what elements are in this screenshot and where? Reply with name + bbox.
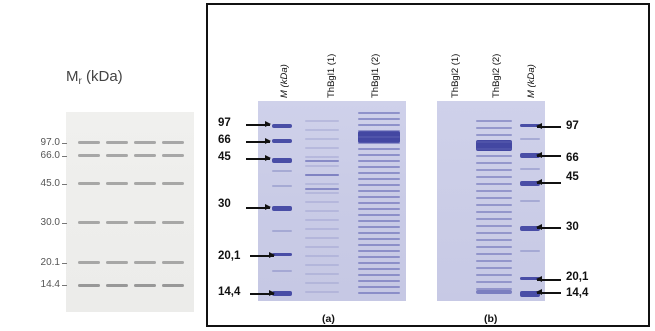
gel-b-lane2-band [476, 239, 512, 241]
arrow-a-14 [250, 293, 274, 295]
gel-a-lane2-band [358, 196, 400, 198]
gel-b-marker-faint-band [520, 138, 540, 140]
gel-a-lane1-band [305, 120, 339, 122]
gel-b-lane2-band [476, 197, 512, 199]
gel-a-lane1-band [305, 156, 339, 158]
left-gel-band [134, 154, 156, 157]
gel-a-marker-band [272, 206, 292, 211]
gel-b-marker-faint-band [520, 200, 540, 202]
gel-b-lane2-band [476, 253, 512, 255]
left-gel-band [106, 182, 128, 185]
gel-b-lane2-band [476, 141, 512, 143]
gel-a-lane1-band [305, 183, 339, 185]
gel-b-lane2-band [476, 183, 512, 185]
left-gel-band [162, 221, 184, 224]
left-gel-band [134, 141, 156, 144]
gel-a-lane2-band [358, 202, 400, 204]
gel-a-lane1-band [305, 165, 339, 167]
gel-b-lane2-band [476, 162, 512, 164]
gel-b-lane2-band [476, 225, 512, 227]
left-tick-45 [62, 184, 67, 185]
gel-a-lane1-band [305, 291, 339, 293]
left-gel-band [162, 182, 184, 185]
arrow-b-14 [537, 292, 561, 294]
left-tick-20 [62, 263, 67, 264]
lane-label-b-thbgl2-1: ThBgl2 (1) [450, 53, 461, 98]
left-marker-30: 30.0 [40, 217, 60, 228]
left-tick-66 [62, 156, 67, 157]
gel-a-lane1-band [305, 192, 339, 194]
panel-label-a: (a) [322, 313, 335, 325]
gel-a-lane1-band [305, 237, 339, 239]
gel-b-lane2-band [476, 218, 512, 220]
gel-a-lane1-band [305, 255, 339, 257]
gel-b-lane2-band [476, 155, 512, 157]
gel-a-lane2-band [358, 136, 400, 138]
gel-b-lane2-band [476, 232, 512, 234]
gel-b-lane2-band [476, 190, 512, 192]
gel-a-lane1-band [305, 129, 339, 131]
gel-b-lane2-band [476, 148, 512, 150]
gel-a-lane2-band [358, 172, 400, 174]
lane-label-a-thbgl1-1: ThBgl1 (1) [326, 53, 337, 98]
gel-b-lane2-band [476, 169, 512, 171]
gel-a-lane2-band [358, 214, 400, 216]
gel-a-lane2-band [358, 220, 400, 222]
gel-a-lane2-band [358, 244, 400, 246]
gel-a-lane2-band [358, 280, 400, 282]
mw-a-30: 30 [218, 198, 231, 210]
mw-a-14: 14,4 [218, 286, 241, 298]
gel-b-marker-faint-band [520, 250, 540, 252]
left-gel-band [162, 141, 184, 144]
gel-a-lane1-band [305, 219, 339, 221]
gel-a-lane2-band [358, 148, 400, 150]
gel-a-lane2-band [358, 112, 400, 114]
left-gel-band [78, 182, 100, 185]
gel-a-marker-band [272, 291, 292, 296]
gel-a-lane2-band [358, 232, 400, 234]
mw-b-45: 45 [566, 171, 579, 183]
gel-a-lane1-band [305, 138, 339, 140]
arrow-b-66 [537, 155, 561, 157]
gel-b-lane2-band [476, 134, 512, 136]
left-gel-band [162, 261, 184, 264]
mw-a-66: 66 [218, 134, 231, 146]
gel-a-lane2-band [358, 118, 400, 120]
gel-a-lane1-band [305, 147, 339, 149]
arrow-b-97 [537, 126, 561, 128]
gel-a-lane1-band [305, 228, 339, 230]
mw-b-66: 66 [566, 152, 579, 164]
gel-a-lane1-band [305, 282, 339, 284]
gel-a-lane2-band [358, 262, 400, 264]
left-marker-20: 20.1 [40, 257, 60, 268]
gel-b-lane2-band [476, 267, 512, 269]
left-tick-30 [62, 223, 67, 224]
gel-a-lane1-band [305, 160, 339, 162]
lane-label-a-thbgl1-2: ThBgl1 (2) [370, 53, 381, 98]
gel-a-marker-band [272, 139, 292, 143]
lane-label-a-marker: M (kDa) [279, 64, 290, 98]
left-gel-band [78, 141, 100, 144]
gel-a-lane2-band [358, 190, 400, 192]
mw-b-97: 97 [566, 120, 579, 132]
left-marker-14: 14.4 [40, 279, 60, 290]
left-marker-97: 97.0 [40, 137, 60, 148]
gel-a-lane1-band [305, 201, 339, 203]
gel-b-lane2-band [476, 211, 512, 213]
lane-label-b-thbgl2-2: ThBgl2 (2) [491, 53, 502, 98]
gel-a-lane2-band [358, 124, 400, 126]
arrow-b-30 [537, 227, 561, 229]
arrow-a-66 [246, 141, 270, 143]
gel-a-lane2-band [358, 160, 400, 162]
left-gel-band [106, 141, 128, 144]
left-marker-45: 45.0 [40, 178, 60, 189]
gel-a-marker-faint-band [272, 170, 292, 172]
arrow-a-30 [246, 207, 270, 209]
gel-a-lane2-band [358, 142, 400, 144]
left-gel-band [106, 284, 128, 287]
gel-b-lane2-band [476, 290, 512, 294]
left-gel-band [106, 221, 128, 224]
gel-a-lane1-band [305, 174, 339, 176]
gel-a-lane2-band [358, 274, 400, 276]
gel-a-lane1-band [305, 210, 339, 212]
arrow-b-45 [537, 182, 561, 184]
arrow-b-20 [537, 279, 561, 281]
gel-a-lane2-band [358, 250, 400, 252]
panel-label-b: (b) [484, 313, 498, 325]
gel-a-lane2-band [358, 154, 400, 156]
arrow-a-45 [246, 158, 270, 160]
gel-a-lane1-band [305, 246, 339, 248]
left-gel-band [162, 154, 184, 157]
gel-a-lane2-band [358, 184, 400, 186]
gel-a-lane2-band [358, 208, 400, 210]
gel-a-lane2-band [358, 226, 400, 228]
arrow-a-97 [246, 124, 270, 126]
gel-b-lane2-band [476, 176, 512, 178]
left-gel-band [134, 284, 156, 287]
gel-a-marker-faint-band [272, 185, 292, 187]
gel-b-lane2-band [476, 260, 512, 262]
mw-b-30: 30 [566, 221, 579, 233]
left-gel-band [134, 261, 156, 264]
left-gel-band [78, 261, 100, 264]
gel-b-lane2-band [476, 246, 512, 248]
gel-a-lane1-band [305, 273, 339, 275]
gel-b-lane2-band [476, 274, 512, 276]
gel-a-marker-faint-band [272, 270, 292, 272]
left-gel-band [78, 284, 100, 287]
mw-b-14: 14,4 [566, 287, 589, 299]
gel-a-lane2-band [358, 286, 400, 288]
gel-b-lane2-band [476, 120, 512, 122]
gel-b-marker-faint-band [520, 168, 540, 170]
gel-a-lane1-band [305, 264, 339, 266]
mw-a-97: 97 [218, 117, 231, 129]
gel-a-lane2-band [358, 292, 400, 294]
left-gel-band [106, 261, 128, 264]
arrow-a-20 [250, 255, 274, 257]
gel-a-marker-faint-band [272, 230, 292, 232]
left-gel-band [162, 284, 184, 287]
left-tick-14 [62, 285, 67, 286]
gel-a-lane2-band [358, 178, 400, 180]
gel-b-lane2-band [476, 281, 512, 283]
gel-a-lane2-band [358, 238, 400, 240]
gel-a-lane1-band [305, 188, 339, 190]
gel-a-marker-band [272, 158, 292, 163]
gel-a-marker-band [272, 124, 292, 128]
left-gel-title: $M_r$ (kDa) [66, 68, 123, 87]
gel-a-marker-band [272, 253, 292, 256]
left-gel-band [78, 221, 100, 224]
left-tick-97 [62, 143, 67, 144]
mw-b-20: 20,1 [566, 271, 589, 283]
lane-label-b-marker: M (kDa) [526, 64, 537, 98]
mw-a-20: 20,1 [218, 250, 241, 262]
left-gel-band [134, 221, 156, 224]
left-gel-band [106, 154, 128, 157]
left-gel-band [78, 154, 100, 157]
left-marker-66: 66.0 [40, 150, 60, 161]
gel-b-lane2-band [476, 127, 512, 129]
mw-a-45: 45 [218, 151, 231, 163]
gel-a-lane2-band [358, 256, 400, 258]
gel-b-lane2-band [476, 204, 512, 206]
gel-a-lane2-band [358, 130, 400, 132]
gel-a-lane2-band [358, 166, 400, 168]
gel-a-lane2-band [358, 268, 400, 270]
left-gel-band [134, 182, 156, 185]
